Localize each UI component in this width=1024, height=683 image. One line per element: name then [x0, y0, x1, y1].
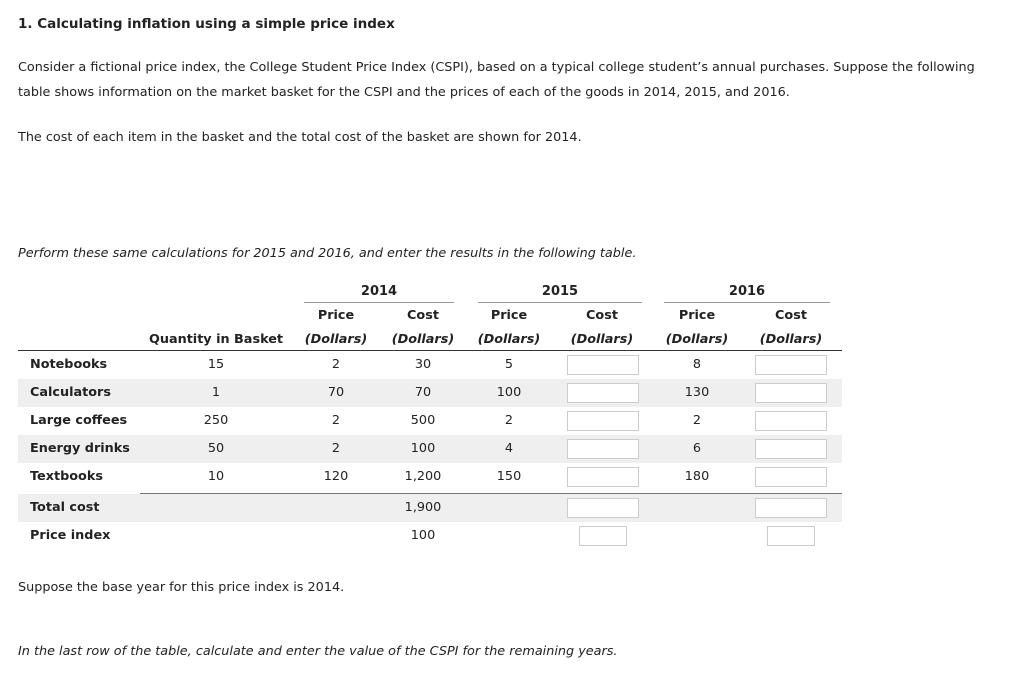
cost-2015-input[interactable]: [567, 383, 639, 403]
row-label: Large coffees: [30, 413, 128, 428]
cost-2015-header: Cost: [586, 308, 618, 323]
price-2015-cell: 5: [504, 357, 514, 372]
cost-2015-input[interactable]: [567, 439, 639, 459]
quantity-cell: 15: [207, 357, 225, 372]
cspi-table: [18, 280, 842, 550]
cost-2014-cell: 100: [410, 441, 436, 456]
price-2015-header: Price: [490, 308, 528, 323]
quantity-cell: 50: [207, 441, 225, 456]
year-2016-header: 2016: [728, 284, 766, 299]
price-2016-cell: 2: [692, 413, 702, 428]
cost-2015-input[interactable]: [567, 355, 639, 375]
quantity-cell: 10: [207, 469, 225, 484]
instruction-text: Perform these same calculations for 2015 and 2016, and enter the results in the following table.: [18, 246, 637, 261]
total-row: [18, 494, 842, 522]
year-2014-underline: [304, 302, 454, 303]
price-2014-cell: 2: [331, 441, 341, 456]
question-title: 1. Calculating inflation using a simple price index: [18, 16, 395, 32]
cost-2016-input[interactable]: [755, 355, 827, 375]
row-label: Calculators: [30, 385, 111, 400]
index-2014-cell: 100: [410, 528, 436, 543]
cost-2015-input[interactable]: [567, 411, 639, 431]
price-index-label: Price index: [30, 528, 111, 543]
price-2015-cell: 150: [496, 469, 522, 484]
total-2015-input[interactable]: [567, 498, 639, 518]
quantity-header: Quantity in Basket: [148, 332, 284, 347]
cost-2016-input[interactable]: [755, 439, 827, 459]
cost-2014-cell: 30: [414, 357, 432, 372]
table-row: [18, 435, 842, 463]
index-2015-input[interactable]: [579, 526, 627, 546]
price-index-row: [18, 522, 842, 550]
cost-2016-header: Cost: [775, 308, 807, 323]
row-label: Textbooks: [30, 469, 103, 484]
row-label: Notebooks: [30, 357, 108, 372]
price-2014-cell: 2: [331, 357, 341, 372]
intro-paragraph: Consider a fictional price index, the College Student Price Index (CSPI), based on a typical college student’s annual purchases. Suppose the following table shows information on the market basket for the CSPI and the prices of each of the goods in 2014, 2015, and 2016.: [18, 60, 975, 100]
quantity-cell: 250: [203, 413, 229, 428]
row-label: Energy drinks: [30, 441, 130, 456]
table-row: [18, 407, 842, 435]
total-2016-input[interactable]: [755, 498, 827, 518]
year-2015-header: 2015: [541, 284, 579, 299]
index-2016-input[interactable]: [767, 526, 815, 546]
last-instruction: In the last row of the table, calculate and enter the value of the CSPI for the remaining years.: [18, 644, 618, 659]
cost-2014-cell: 1,200: [404, 469, 442, 484]
price-2014-cell: 120: [323, 469, 349, 484]
cost-2016-input[interactable]: [755, 383, 827, 403]
total-2014-cell: 1,900: [404, 500, 442, 515]
unit-label: (Dollars): [759, 332, 823, 347]
price-2016-cell: 180: [684, 469, 710, 484]
price-2015-cell: 4: [504, 441, 514, 456]
cost-2014-cell: 500: [410, 413, 436, 428]
cost-2015-input[interactable]: [567, 467, 639, 487]
table-row: [18, 351, 842, 379]
price-2016-cell: 8: [692, 357, 702, 372]
price-2014-cell: 70: [327, 385, 345, 400]
price-2016-header: Price: [678, 308, 716, 323]
cost-2016-input[interactable]: [755, 467, 827, 487]
table-row: [18, 379, 842, 407]
year-2016-underline: [664, 302, 830, 303]
year-2015-underline: [478, 302, 642, 303]
unit-label: (Dollars): [391, 332, 455, 347]
cost-note: The cost of each item in the basket and the total cost of the basket are shown for 2014.: [18, 130, 582, 145]
total-label: Total cost: [30, 500, 100, 515]
price-2015-cell: 100: [496, 385, 522, 400]
price-2014-header: Price: [317, 308, 355, 323]
base-year-note: Suppose the base year for this price index is 2014.: [18, 580, 345, 595]
cost-2014-header: Cost: [407, 308, 439, 323]
price-2016-cell: 130: [684, 385, 710, 400]
price-2015-cell: 2: [504, 413, 514, 428]
unit-label: (Dollars): [477, 332, 541, 347]
table-row: [18, 463, 842, 491]
cost-2016-input[interactable]: [755, 411, 827, 431]
price-2016-cell: 6: [692, 441, 702, 456]
price-2014-cell: 2: [331, 413, 341, 428]
quantity-cell: 1: [211, 385, 221, 400]
year-2014-header: 2014: [360, 284, 398, 299]
unit-label: (Dollars): [570, 332, 634, 347]
unit-label: (Dollars): [665, 332, 729, 347]
cost-2014-cell: 70: [414, 385, 432, 400]
unit-label: (Dollars): [304, 332, 368, 347]
